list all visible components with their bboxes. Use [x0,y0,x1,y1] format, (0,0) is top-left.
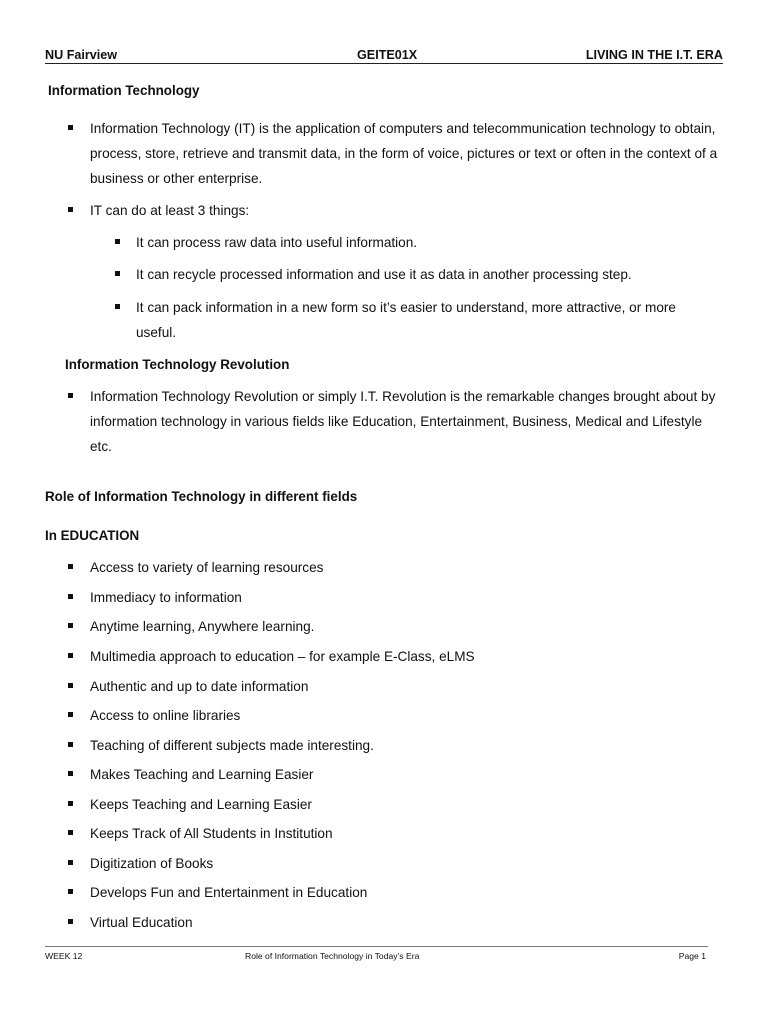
list-item-text: Digitization of Books [90,856,214,871]
list-item-text: IT can do at least 3 things: [90,203,250,218]
footer-topic: Role of Information Technology in Today’s Era [245,951,420,961]
list-item [90,585,690,610]
bullet-icon [68,564,73,569]
list-item-text: Teaching of different subjects made interesting. [90,738,374,753]
section-title-role-of-it: Role of Information Technology in different fields [45,489,358,504]
bullet-icon [115,304,120,309]
bullet-icon [68,860,73,865]
list-item [90,384,720,459]
bullet-icon [68,125,73,130]
bullet-icon [68,683,73,688]
sub-list-item-text: It can process raw data into useful information. [136,235,418,250]
list-item [90,851,690,876]
sub-list-item [136,230,716,255]
sub-list-item-text: It can recycle processed information and use it as data in another processing step. [136,267,632,282]
sub-list-item [136,295,716,345]
bullet-icon [68,653,73,658]
bullet-icon [68,919,73,924]
section-title-education: In EDUCATION [45,528,140,543]
header-course-code: GEITE01X [357,48,418,62]
list-item [90,198,720,223]
bullet-icon [115,271,120,276]
bullet-icon [115,239,120,244]
list-item [90,821,690,846]
sub-list-item-text: It can pack information in a new form so it’s easier to understand, more attractive, or more useful. [136,300,676,340]
header-course-title: LIVING IN THE I.T. ERA [585,48,723,62]
bullet-icon [68,742,73,747]
section-title-it-revolution: Information Technology Revolution [65,357,290,372]
list-item-text: Makes Teaching and Learning Easier [90,767,314,782]
bullet-icon [68,623,73,628]
list-item-text: Immediacy to information [90,590,242,605]
bullet-icon [68,393,73,398]
bullet-icon [68,830,73,835]
list-item-text: Information Technology Revolution or simply I.T. Revolution is the remarkable changes brought about by information technology in various fields like Education, Entertainment, Business, Medical and Lifestyle etc. [90,389,716,454]
list-item-text: Access to variety of learning resources [90,560,324,575]
list-item-text: Information Technology (IT) is the application of computers and telecommunication technology to obtain, process, store, retrieve and transmit data, in the form of voice, pictures or text or often in the context of a business or other enterprise. [90,121,718,186]
list-item-text: Multimedia approach to education – for example E-Class, eLMS [90,649,475,664]
list-item-text: Keeps Track of All Students in Institution [90,826,333,841]
list-item [90,910,690,935]
list-item [90,116,720,191]
footer-page-number: Page 1 [678,951,706,961]
list-item-text: Virtual Education [90,915,193,930]
bullet-icon [68,771,73,776]
bullet-icon [68,889,73,894]
list-item [90,644,690,669]
sub-list-item [136,262,716,287]
list-item-text: Anytime learning, Anywhere learning. [90,619,315,634]
list-item [90,733,690,758]
bullet-icon [68,207,73,212]
section-title-information-technology: Information Technology [48,83,200,98]
bullet-icon [68,801,73,806]
list-item-text: Keeps Teaching and Learning Easier [90,797,312,812]
list-item-text: Develops Fun and Entertainment in Education [90,885,368,900]
list-item-text: Access to online libraries [90,708,241,723]
list-item [90,674,690,699]
list-item [90,555,690,580]
list-item [90,880,690,905]
page-footer [45,946,708,965]
list-item [90,792,690,817]
bullet-icon [68,594,73,599]
list-item [90,762,690,787]
footer-week: WEEK 12 [45,951,83,961]
header-institution: NU Fairview [45,48,118,62]
list-item [90,703,690,728]
list-item [90,614,690,639]
list-item-text: Authentic and up to date information [90,679,309,694]
page-header [45,47,723,64]
bullet-icon [68,712,73,717]
